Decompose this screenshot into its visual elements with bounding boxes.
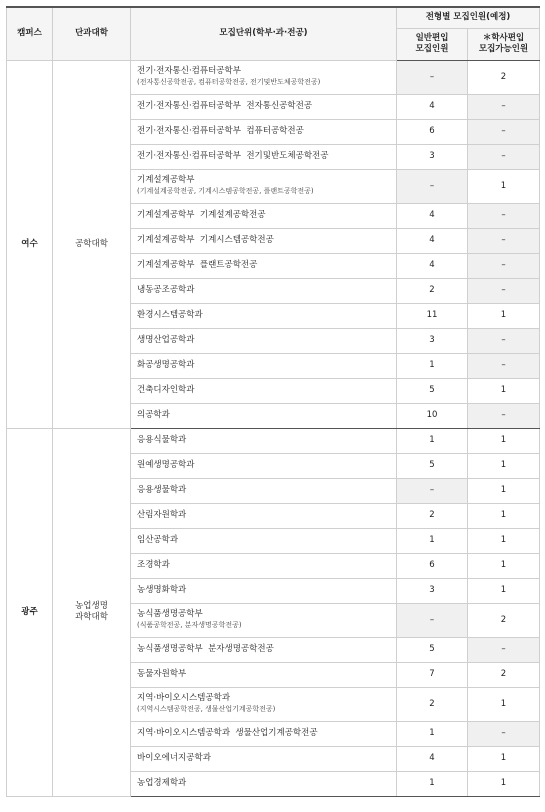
table-row	[7, 60, 540, 94]
unit-name: 건축디자인학과	[137, 385, 195, 395]
bachelor-transfer-count: 1	[468, 478, 540, 503]
bachelor-transfer-count: 1	[468, 303, 540, 328]
bachelor-transfer-count: 1	[468, 428, 540, 453]
unit-name: 조경학과	[137, 560, 170, 570]
unit-cell	[131, 353, 397, 378]
general-transfer-count: 11	[397, 303, 468, 328]
section-yeosu	[7, 60, 540, 428]
general-transfer-count: 6	[397, 553, 468, 578]
campus-name: 광주	[21, 606, 38, 617]
unit-name: 전기·전자통신·컴퓨터공학부	[137, 66, 241, 76]
unit-name: 바이오에너지공학과	[137, 753, 211, 763]
unit-subtitle: (식품공학전공, 분자생명공학전공)	[137, 621, 242, 629]
college-cell	[53, 428, 131, 796]
general-transfer-count: 1	[397, 721, 468, 746]
unit-name: 원예생명공학과	[137, 460, 195, 470]
general-transfer-count: 4	[397, 203, 468, 228]
unit-name: 환경시스템공학과	[137, 310, 203, 320]
unit-name: 농업경제학과	[137, 778, 187, 788]
general-transfer-count: 1	[397, 771, 468, 796]
bachelor-transfer-count: –	[468, 637, 540, 662]
bachelor-transfer-count: 1	[468, 503, 540, 528]
admissions-table	[6, 6, 540, 797]
unit-subtitle: (전자통신공학전공, 컴퓨터공학전공, 전기및반도체공학전공)	[137, 78, 321, 86]
bachelor-transfer-count: 1	[468, 169, 540, 203]
header-bachelor-line2: 모집가능인원	[478, 44, 529, 54]
unit-cell	[131, 528, 397, 553]
college-name: 농업생명 과학대학	[75, 601, 108, 622]
bachelor-transfer-count: 1	[468, 578, 540, 603]
unit-subtitle: (기계설계공학전공, 기계시스템공학전공, 플랜트공학전공)	[137, 187, 314, 195]
unit-cell	[131, 328, 397, 353]
general-transfer-count: 7	[397, 662, 468, 687]
header-general-line1: 일반편입	[415, 33, 449, 43]
unit-name: 전기·전자통신·컴퓨터공학부 컴퓨터공학전공	[137, 126, 304, 136]
general-transfer-count: –	[397, 60, 468, 94]
unit-name: 응용식물학과	[137, 435, 187, 445]
unit-cell	[131, 603, 397, 637]
general-transfer-count: 4	[397, 94, 468, 119]
bachelor-transfer-count: –	[468, 119, 540, 144]
unit-name: 냉동공조공학과	[137, 285, 195, 295]
bachelor-transfer-count: –	[468, 94, 540, 119]
unit-name: 농생명화학과	[137, 585, 187, 595]
section-gwangju	[7, 428, 540, 796]
general-transfer-count: 3	[397, 144, 468, 169]
general-transfer-count: 2	[397, 503, 468, 528]
header-college: 단과대학	[53, 7, 131, 60]
general-transfer-count: 5	[397, 453, 468, 478]
general-transfer-count: 1	[397, 528, 468, 553]
bachelor-transfer-count: –	[468, 228, 540, 253]
unit-name: 의공학과	[137, 410, 170, 420]
unit-cell	[131, 119, 397, 144]
bachelor-transfer-count: 1	[468, 771, 540, 796]
unit-subtitle: (지역시스템공학전공, 생물산업기계공학전공)	[137, 705, 276, 713]
unit-name: 생명산업공학과	[137, 335, 195, 345]
unit-name: 화공생명공학과	[137, 360, 195, 370]
header-general-line2: 모집인원	[415, 44, 449, 54]
unit-cell	[131, 403, 397, 428]
bachelor-transfer-count: 1	[468, 528, 540, 553]
unit-name: 임산공학과	[137, 535, 179, 545]
unit-cell	[131, 453, 397, 478]
bachelor-transfer-count: 2	[468, 60, 540, 94]
college-name: 공학대학	[75, 238, 108, 249]
unit-cell	[131, 303, 397, 328]
unit-name: 전기·전자통신·컴퓨터공학부 전기및반도체공학전공	[137, 151, 329, 161]
general-transfer-count: 3	[397, 578, 468, 603]
bachelor-transfer-count: –	[468, 721, 540, 746]
admissions-table-container	[6, 6, 539, 797]
unit-cell	[131, 721, 397, 746]
campus-cell	[7, 428, 53, 796]
unit-cell	[131, 169, 397, 203]
campus-name: 여수	[21, 238, 38, 249]
unit-name: 산림자원학과	[137, 510, 187, 520]
header-recruit-group: 전형별 모집인원(예정)	[397, 7, 540, 28]
general-transfer-count: 4	[397, 253, 468, 278]
unit-cell	[131, 253, 397, 278]
bachelor-transfer-count: –	[468, 144, 540, 169]
unit-cell	[131, 637, 397, 662]
bachelor-transfer-count: –	[468, 203, 540, 228]
college-cell	[53, 60, 131, 428]
bachelor-transfer-count: –	[468, 253, 540, 278]
unit-name: 지역·바이오시스템공학과 생물산업기계공학전공	[137, 728, 318, 738]
header-campus: 캠퍼스	[7, 7, 53, 60]
general-transfer-count: 2	[397, 687, 468, 721]
unit-cell	[131, 228, 397, 253]
unit-name: 기계설계공학부 플랜트공학전공	[137, 260, 258, 270]
header-unit: 모집단위(학부·과·전공)	[131, 7, 397, 60]
unit-cell	[131, 203, 397, 228]
unit-cell	[131, 553, 397, 578]
general-transfer-count: 10	[397, 403, 468, 428]
unit-name: 기계설계공학부 기계시스템공학전공	[137, 235, 274, 245]
unit-name: 전기·전자통신·컴퓨터공학부 전자통신공학전공	[137, 101, 313, 111]
unit-name: 응용생물학과	[137, 485, 187, 495]
unit-cell	[131, 278, 397, 303]
bachelor-transfer-count: –	[468, 353, 540, 378]
general-transfer-count: –	[397, 478, 468, 503]
bachelor-transfer-count: 1	[468, 553, 540, 578]
header-bachelor-transfer	[468, 28, 540, 60]
general-transfer-count: 2	[397, 278, 468, 303]
unit-cell	[131, 478, 397, 503]
bachelor-transfer-count: 1	[468, 746, 540, 771]
unit-name: 농식품생명공학부	[137, 609, 203, 619]
general-transfer-count: –	[397, 603, 468, 637]
bachelor-transfer-count: –	[468, 278, 540, 303]
general-transfer-count: 5	[397, 378, 468, 403]
bachelor-transfer-count: –	[468, 403, 540, 428]
unit-name: 동물자원학부	[137, 669, 187, 679]
bachelor-transfer-count: 1	[468, 453, 540, 478]
unit-cell	[131, 378, 397, 403]
header-general-transfer	[397, 28, 468, 60]
unit-cell	[131, 662, 397, 687]
table-row	[7, 428, 540, 453]
general-transfer-count: –	[397, 169, 468, 203]
bachelor-transfer-count: 1	[468, 687, 540, 721]
general-transfer-count: 6	[397, 119, 468, 144]
bachelor-transfer-count: 1	[468, 378, 540, 403]
general-transfer-count: 1	[397, 353, 468, 378]
general-transfer-count: 4	[397, 228, 468, 253]
unit-cell	[131, 144, 397, 169]
unit-cell	[131, 428, 397, 453]
unit-cell	[131, 771, 397, 796]
campus-cell	[7, 60, 53, 428]
bachelor-transfer-count: –	[468, 328, 540, 353]
unit-cell	[131, 746, 397, 771]
general-transfer-count: 4	[397, 746, 468, 771]
unit-cell	[131, 503, 397, 528]
bachelor-transfer-count: 2	[468, 603, 540, 637]
bachelor-transfer-count: 2	[468, 662, 540, 687]
unit-cell	[131, 687, 397, 721]
unit-name: 지역·바이오시스템공학과	[137, 693, 231, 703]
unit-name: 기계설계공학부 기계설계공학전공	[137, 210, 266, 220]
unit-cell	[131, 578, 397, 603]
unit-name: 농식품생명공학부 분자생명공학전공	[137, 644, 274, 654]
general-transfer-count: 5	[397, 637, 468, 662]
unit-cell	[131, 60, 397, 94]
unit-name: 기계설계공학부	[137, 175, 195, 185]
header-bachelor-line1: ＊학사편입	[482, 33, 525, 43]
general-transfer-count: 3	[397, 328, 468, 353]
general-transfer-count: 1	[397, 428, 468, 453]
unit-cell	[131, 94, 397, 119]
